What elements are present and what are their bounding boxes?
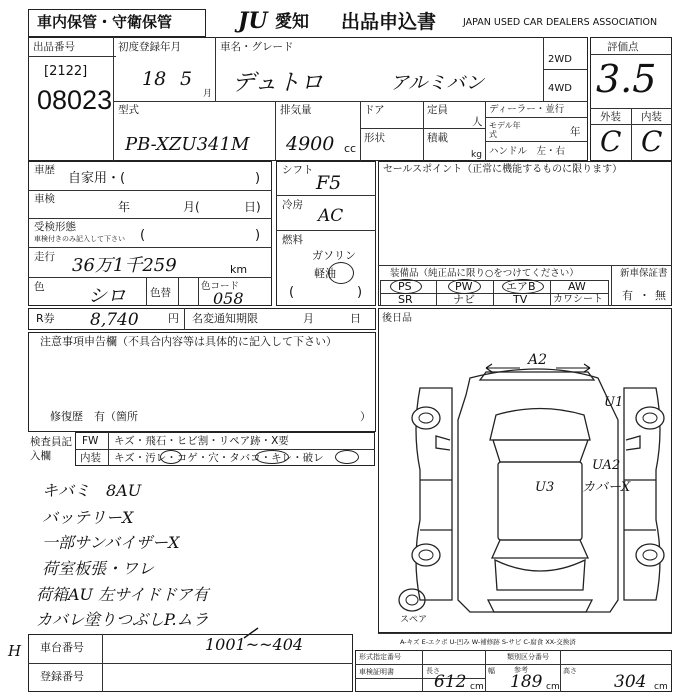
load-label: 積載 <box>427 132 448 144</box>
drive-4wd: 4WD <box>548 83 572 94</box>
form-title: 出品申込書 <box>341 11 437 33</box>
equip-ps: PS <box>398 280 412 293</box>
interior-grade: C <box>641 125 663 158</box>
equip-pw: PW <box>455 280 473 293</box>
storage-badge-text: 車内保管・守衛保管 <box>37 13 173 31</box>
mileage-unit: km <box>230 263 248 276</box>
lot-bracket-number: [2122] <box>44 64 88 79</box>
car-name: デュトロ <box>232 70 324 96</box>
length-label: 長さ <box>426 667 440 675</box>
acceptance-close: ) <box>255 228 261 243</box>
remark-line: カバレ塗りつぶしP.ムラ <box>36 610 209 629</box>
equip-power-seat: カワシート <box>553 294 603 305</box>
aircon-value: AC <box>318 206 344 226</box>
damage-legend: A-キズ E-エクボ U-凹み W-補修跡 S-サビ C-腐食 XX-交換済 <box>400 638 576 646</box>
ref-label: 参考 <box>514 666 528 674</box>
equip-airbag: エアB <box>506 280 536 293</box>
displacement-label: 排気量 <box>280 104 312 116</box>
name-change-month: 月 <box>303 312 314 325</box>
recycle-unit: 円 <box>168 312 179 325</box>
damage-mark-u1: U1 <box>604 395 624 410</box>
aftermark-label: 後日品 <box>382 313 412 324</box>
height-unit: cm <box>654 682 668 692</box>
model-year-unit: 年 <box>570 126 581 138</box>
inspector-label: 検査員記入欄 <box>30 436 72 462</box>
warranty-yes: 有 <box>622 289 633 302</box>
damage-mark-cover: カバーX <box>582 480 631 495</box>
acceptance-open: ( <box>140 228 146 243</box>
shift-value: F5 <box>316 172 342 194</box>
length-unit: cm <box>470 682 484 692</box>
registration-number-label: 登録番号 <box>40 670 84 683</box>
grade-label: 評価点 <box>607 41 639 53</box>
inspection-year-unit: 年 <box>118 200 131 214</box>
inspection-day-unit: 日) <box>244 200 261 214</box>
first-registration-year: 18 <box>142 68 167 90</box>
grade-score: 3.5 <box>596 57 657 101</box>
equipment-label: 装備品（純正品に限り○をつけてください） <box>390 268 579 279</box>
dealer-label: ディーラー・並行 <box>489 104 565 115</box>
repair-history-label: 修復歴 有（箇所 <box>50 410 138 423</box>
fuel-gas: ガソリン <box>312 249 356 262</box>
history-close: ) <box>255 171 261 186</box>
designation-label: 形式指定番号 <box>359 653 401 661</box>
damage-mark-a2: A2 <box>528 352 548 368</box>
interior-label: 内装 <box>641 111 662 123</box>
mileage-label: 走行 <box>34 251 55 263</box>
equip-sr: SR <box>398 293 413 306</box>
door-label: ドア <box>364 104 385 116</box>
displacement-value: 4900 <box>286 133 335 155</box>
damage-mark-ua2: UA2 <box>592 458 621 473</box>
load-unit: kg <box>471 150 482 160</box>
inspector-interior-label: 内装 <box>80 452 101 464</box>
remark-line: バッテリーX <box>42 508 134 527</box>
side-mark-h: H <box>8 642 22 660</box>
acceptance-label: 受検形態 <box>34 221 76 233</box>
warranty-separator: ・ <box>639 289 650 302</box>
width-label: 幅 <box>488 667 495 675</box>
acceptance-sub: 車検付きのみ記入して下さい <box>34 235 125 243</box>
exterior-grade: C <box>600 125 622 158</box>
height-value: 304 <box>614 672 647 692</box>
exterior-label: 外装 <box>600 111 621 123</box>
color-swap-label: 色替 <box>150 287 171 299</box>
car-name-label: 車名・グレード <box>220 41 294 53</box>
width-value: 189 <box>510 672 543 692</box>
model-year-label: モデル年式 <box>489 121 521 139</box>
inspection-label: 車検 <box>34 193 55 205</box>
certificate-label: 車検証明書 <box>359 668 394 676</box>
recycle-amount: 8,740 <box>90 310 139 330</box>
first-registration-label: 初度登録年月 <box>118 41 181 53</box>
remark-line: 荷室板張・ワレ <box>42 559 155 578</box>
model-code: PB-XZU341M <box>125 134 250 155</box>
chassis-value: 1001~~404 <box>205 635 304 654</box>
inspector-fw-items: キズ・飛石・ヒビ割・リペア跡・X要 <box>114 435 289 447</box>
inspector-fw-label: FW <box>82 435 99 447</box>
spare-label: スペア <box>400 615 428 625</box>
color-code-label: 色コード <box>201 281 240 292</box>
recycle-label: R券 <box>36 312 55 325</box>
length-value: 612 <box>434 672 467 692</box>
shape-label: 形状 <box>364 132 385 144</box>
handle-label: ハンドル 左・右 <box>489 146 566 157</box>
ju-logo-text: 愛知 <box>275 12 309 32</box>
chassis-label: 車台番号 <box>40 641 84 654</box>
equip-tv: TV <box>513 293 528 306</box>
mileage-value: 36万1千259 <box>72 255 177 276</box>
name-change-day: 日 <box>350 312 361 325</box>
history-value: 自家用・( <box>68 171 126 186</box>
damage-mark-u3: U3 <box>535 480 555 495</box>
history-label: 車歴 <box>34 164 55 176</box>
month-unit: 月 <box>203 89 213 99</box>
warranty-no: 無 <box>655 289 666 302</box>
name-change-label: 名変通知期限 <box>192 312 258 325</box>
lot-label: 出品番号 <box>33 41 75 53</box>
shift-label: シフト <box>282 164 314 176</box>
car-grade: アルミバン <box>390 72 485 94</box>
color-code-value: 058 <box>213 289 244 308</box>
equip-aw: AW <box>568 280 586 293</box>
fuel-paren-open: ( <box>289 285 295 300</box>
displacement-unit: cc <box>344 142 357 155</box>
aircon-label: 冷房 <box>282 199 303 211</box>
fuel-label: 燃料 <box>282 234 303 246</box>
fuel-paren-close: ) <box>357 285 363 300</box>
association-name: JAPAN USED CAR DEALERS ASSOCIATION <box>463 17 658 28</box>
inspector-interior-items: キズ・汚レ・コゲ・穴・タバコ・キレ・破レ <box>114 452 324 464</box>
warranty-label: 新車保証書 <box>620 268 668 279</box>
color-value: シロ <box>88 285 127 307</box>
drive-2wd: 2WD <box>548 54 572 65</box>
equip-navi: ナビ <box>453 293 475 306</box>
model-label: 型式 <box>118 104 139 116</box>
capacity-label: 定員 <box>427 104 448 116</box>
category-label: 類別区分番号 <box>507 653 549 661</box>
remark-line: 荷箱AU 左サイドドア有 <box>36 585 209 604</box>
ju-logo-mark: JU <box>238 8 268 34</box>
fuel-diesel: 軽油 <box>314 267 336 280</box>
remark-line: キバミ 8AU <box>42 481 142 500</box>
remark-line: 一部サンバイザーX <box>42 533 180 552</box>
sales-point-label: セールスポイント（正常に機能するものに限ります） <box>383 164 623 175</box>
capacity-unit: 人 <box>472 116 483 128</box>
repair-history-close: ） <box>360 410 371 423</box>
height-label: 高さ <box>563 667 577 675</box>
first-registration-month: 5 <box>180 68 193 90</box>
width-unit: cm <box>546 682 560 692</box>
inspection-month-unit: 月( <box>183 200 200 214</box>
lot-number: 08023 <box>37 85 113 115</box>
color-label: 色 <box>34 281 45 293</box>
notes-label: 注意事項申告欄（不具合内容等は具体的に記入して下さい） <box>40 335 337 348</box>
